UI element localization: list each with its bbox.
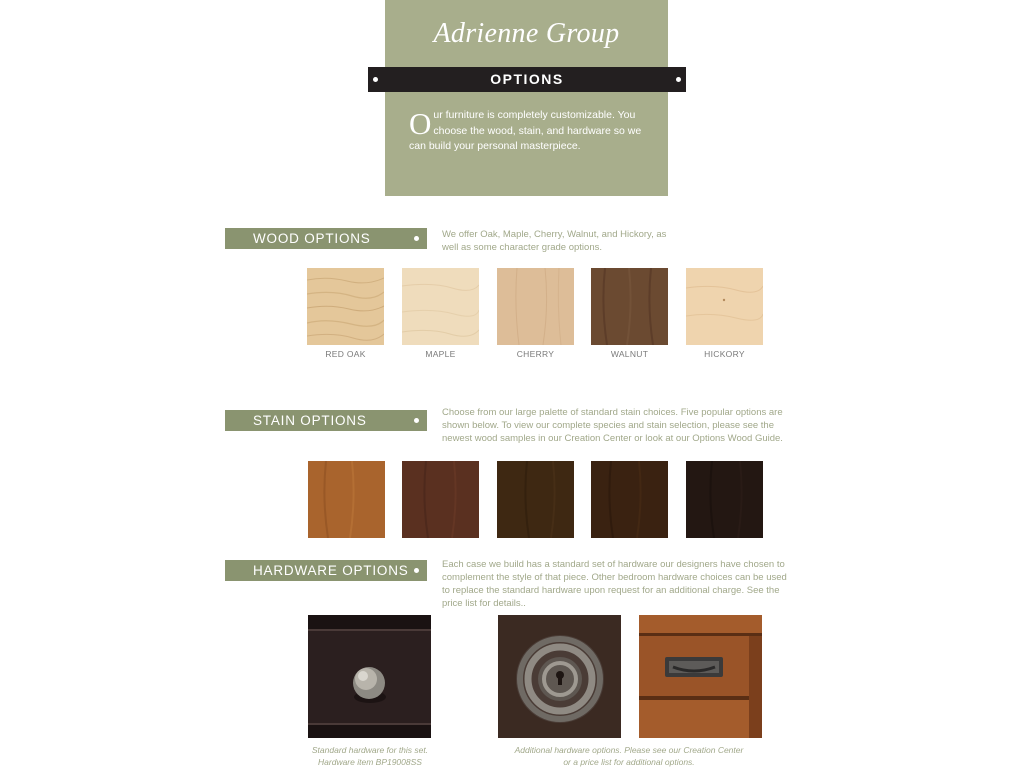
standard-caption-line-2: Hardware item BP19008SS [318,757,422,767]
options-ribbon [368,67,686,92]
wood-label-hickory: HICKORY [704,349,745,359]
ring-pull-photo [498,615,621,738]
wood-swatch-walnut [591,268,668,345]
options-heading: OPTIONS [490,71,564,87]
wood-options-description: We offer Oak, Maple, Cherry, Walnut, and Hickory, as well as some character grade options. [442,229,667,253]
intro-dropcap: O [409,106,432,141]
banner-dot [414,236,419,241]
stain-options-description: Choose from our large palette of standard stain choices. Five popular options are shown below. To view our complete species and stain selection, please see the newest wood samples in our Creation Center or look at our Options Wood Guide. [442,407,783,444]
additional-hardware-caption [495,744,763,768]
bin-pull-photo [639,615,762,738]
header-panel [385,0,668,196]
banner-dot [414,418,419,423]
hardware-options-description: Each case we build has a standard set of hardware our designers have chosen to complement the style of that piece. Other bedroom hardware choices can be used to replace the standard hardware upon request for an additional charge. See the price list for details.. [442,559,787,609]
additional-caption-line-2: or a price list for additional options. [563,757,695,767]
additional-caption-line-1: Additional hardware options. Please see our Creation Center [514,745,744,755]
stain-swatch-2 [402,461,479,538]
wood-label-cherry: CHERRY [516,349,555,359]
stain-swatch-3 [497,461,574,538]
stain-swatch-5 [686,461,763,538]
wood-swatch-cherry [497,268,574,345]
stain-swatch-1 [308,461,385,538]
wood-swatch-red-oak [307,268,384,345]
wood-label-maple: MAPLE [425,349,456,359]
standard-knob-photo [308,615,431,738]
wood-options-banner [225,228,427,249]
hardware-options-banner [225,560,427,581]
standard-caption-line-1: Standard hardware for this set. [311,745,429,755]
ribbon-dot-right [676,77,681,82]
stain-options-banner [225,410,427,431]
stain-options-title: STAIN OPTIONS [253,413,367,428]
intro-paragraph [409,108,653,155]
wood-options-title: WOOD OPTIONS [253,231,371,246]
stain-swatch-4 [591,461,668,538]
brand-name: Adrienne Group [433,18,620,49]
wood-swatch-hickory [686,268,763,345]
wood-label-red-oak: RED OAK [325,349,366,359]
banner-dot [414,568,419,573]
wood-label-walnut: WALNUT [610,349,649,359]
hardware-options-title: HARDWARE OPTIONS [253,563,409,578]
intro-text: ur furniture is completely customizable. You choose the wood, stain, and hardware so we can build your personal masterpiece. [409,109,642,152]
standard-hardware-caption [300,744,440,768]
wood-swatch-maple [402,268,479,345]
